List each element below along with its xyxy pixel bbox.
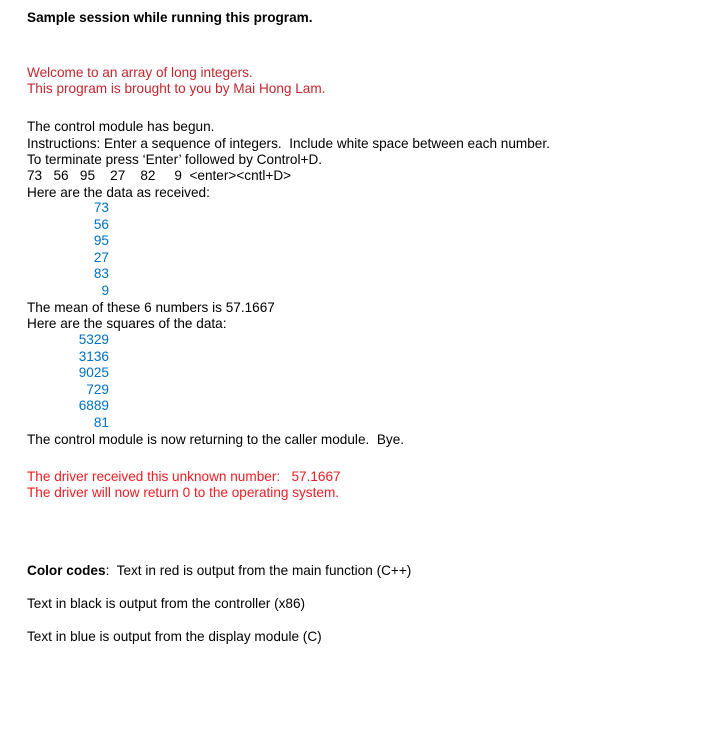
welcome-line: Welcome to an array of long integers. [27, 65, 253, 80]
legend-red-text: : Text in red is output from the main function (C++) [105, 563, 412, 578]
user-input-line: 73 56 95 27 82 9 <enter><cntl+D> [27, 168, 292, 183]
received-value: 9 [101, 283, 109, 298]
received-value: 83 [93, 266, 109, 281]
square-value: 6889 [78, 398, 109, 413]
document-heading: Sample session while running this program. [27, 10, 313, 25]
square-value: 81 [93, 415, 109, 430]
legend-black-line: Text in black is output from the controller (x86) [27, 596, 306, 611]
legend-blue-line: Text in blue is output from the display module (C) [27, 629, 322, 644]
legend-title: Color codes [27, 563, 106, 578]
square-value: 9025 [78, 365, 109, 380]
legend-red-line [27, 563, 411, 579]
driver-received-line: The driver received this unknown number: 57.1667 [27, 469, 341, 484]
square-value: 729 [86, 382, 109, 397]
mean-line: The mean of these 6 numbers is 57.1667 [27, 300, 275, 315]
control-begun-line: The control module has begun. [27, 119, 215, 134]
author-line: This program is brought to you by Mai Hong Lam. [27, 81, 326, 96]
squares-label: Here are the squares of the data: [27, 316, 227, 331]
square-value: 3136 [78, 349, 109, 364]
instructions-line: Instructions: Enter a sequence of integers. Include white space between each number. [27, 136, 550, 151]
square-value: 5329 [78, 332, 109, 347]
driver-return-line: The driver will now return 0 to the operating system. [27, 485, 340, 500]
terminate-line: To terminate press ‘Enter’ followed by Control+D. [27, 152, 323, 167]
received-value: 56 [93, 217, 109, 232]
received-value: 95 [93, 233, 109, 248]
received-value: 73 [93, 200, 109, 215]
received-value: 27 [93, 250, 109, 265]
returning-line: The control module is now returning to the caller module. Bye. [27, 432, 405, 447]
data-received-label: Here are the data as received: [27, 185, 210, 200]
